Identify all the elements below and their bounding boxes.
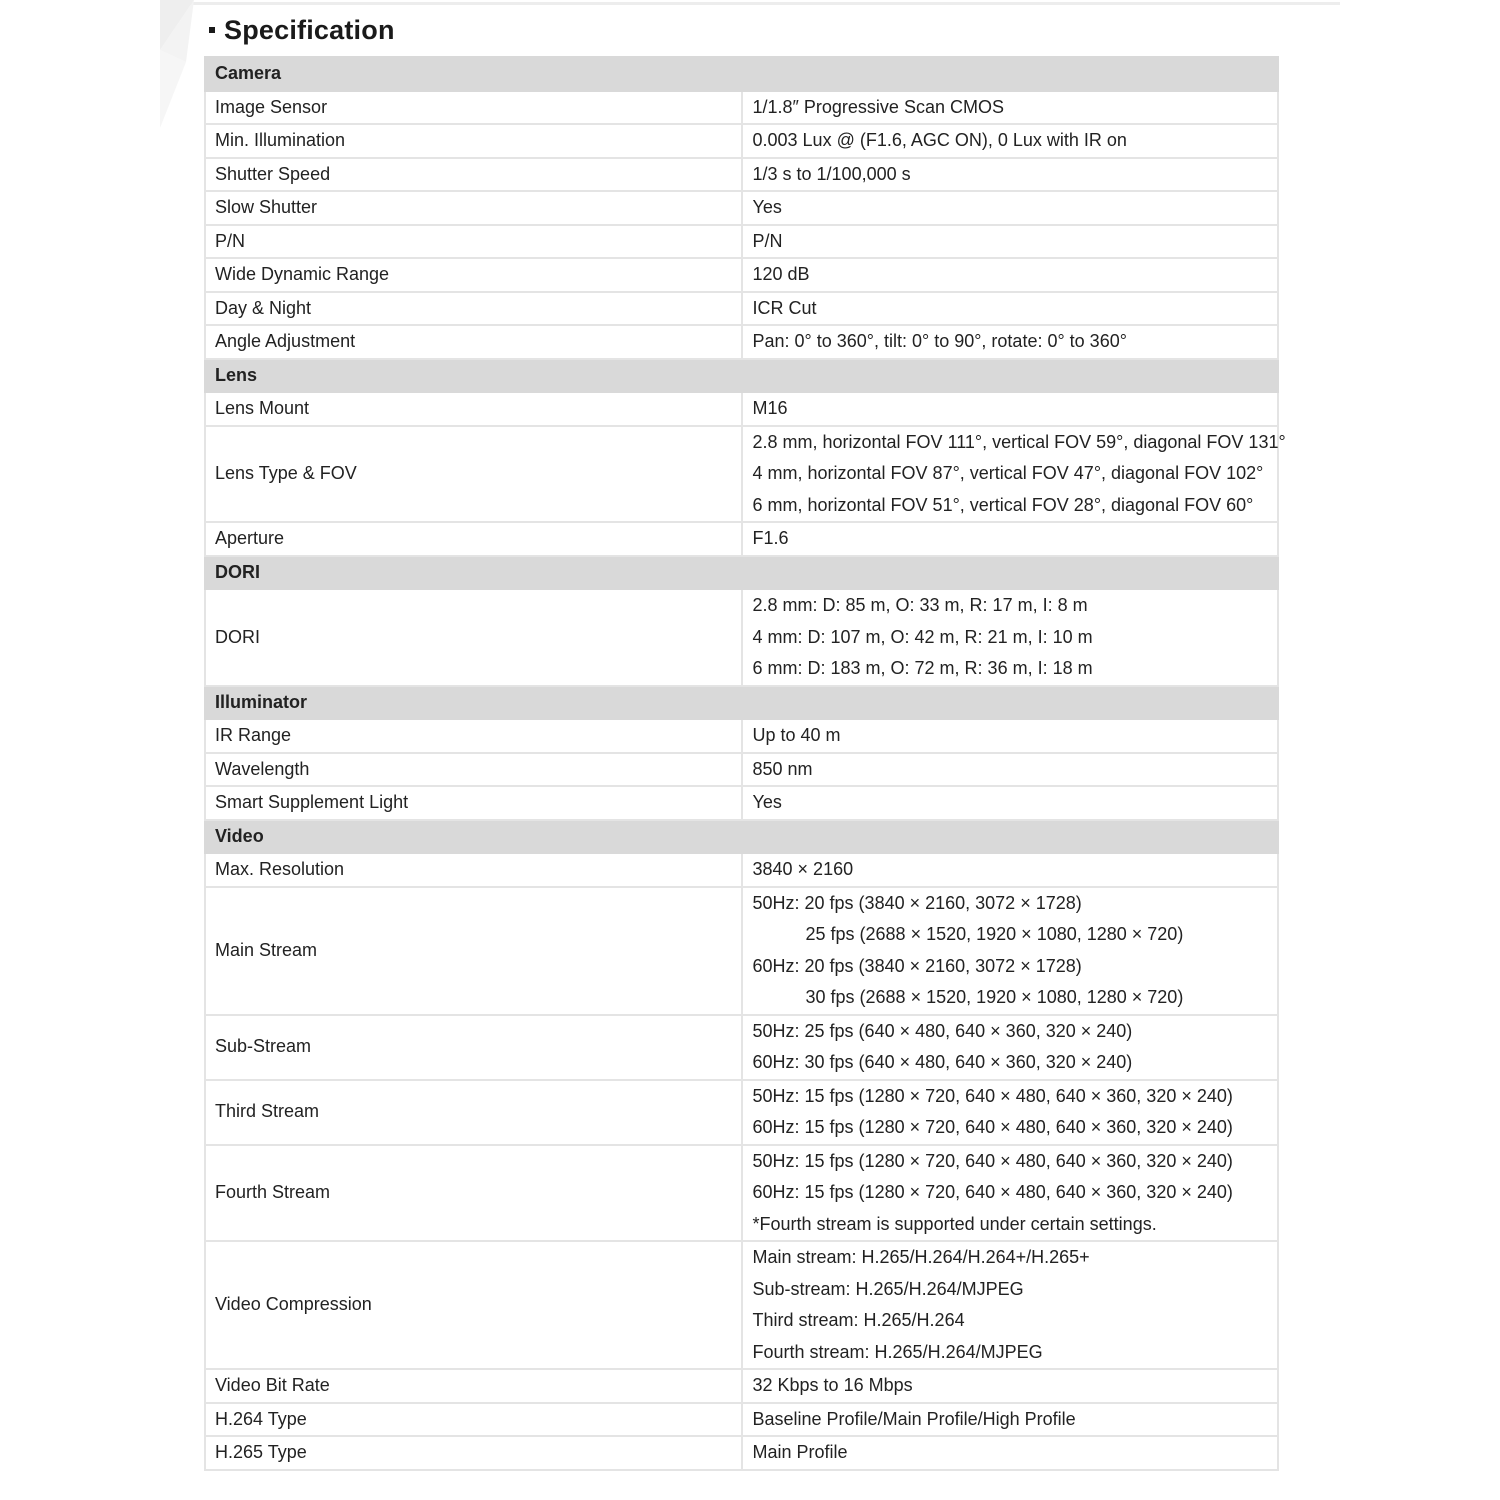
- spec-value-line: 6 mm, horizontal FOV 51°, vertical FOV 28°, diagonal FOV 60°: [752, 494, 1254, 515]
- section-title: Lens: [205, 359, 1278, 393]
- section-title: Illuminator: [205, 686, 1278, 720]
- spec-row: [205, 158, 1278, 192]
- spec-label: Sub-Stream: [205, 1015, 742, 1080]
- spec-value-line: 2.8 mm, horizontal FOV 111°, vertical FOV 59°, diagonal FOV 131°: [752, 431, 1286, 452]
- spec-value-line: 60Hz: 20 fps (3840 × 2160, 3072 × 1728): [752, 955, 1082, 976]
- spec-row: [205, 1403, 1278, 1437]
- spec-value-line: 50Hz: 20 fps (3840 × 2160, 3072 × 1728): [752, 892, 1082, 913]
- spec-value: [742, 1436, 1279, 1470]
- spec-label: Shutter Speed: [205, 158, 742, 192]
- spec-value-line: 25 fps (2688 × 1520, 1920 × 1080, 1280 × 720): [805, 924, 1184, 944]
- spec-value-line: 30 fps (2688 × 1520, 1920 × 1080, 1280 × 720): [805, 987, 1184, 1007]
- spec-value-line: 50Hz: 15 fps (1280 × 720, 640 × 480, 640 × 360, 320 × 240): [752, 1150, 1233, 1171]
- spec-label: H.265 Type: [205, 1436, 742, 1470]
- spec-label: Smart Supplement Light: [205, 786, 742, 820]
- spec-label: Max. Resolution: [205, 853, 742, 887]
- spec-value-line: Sub-stream: H.265/H.264/MJPEG: [752, 1278, 1024, 1299]
- spec-value: [742, 1145, 1279, 1242]
- spec-value-line: 4 mm, horizontal FOV 87°, vertical FOV 47°, diagonal FOV 102°: [752, 463, 1264, 483]
- spec-row: [205, 1436, 1278, 1470]
- section-header-row: [205, 359, 1278, 393]
- spec-label: Fourth Stream: [205, 1145, 742, 1242]
- section-title: DORI: [205, 556, 1278, 590]
- section-title: Camera: [205, 57, 1278, 91]
- spec-value: [742, 1403, 1279, 1437]
- spec-value: [742, 258, 1279, 292]
- spec-label: Wavelength: [205, 753, 742, 787]
- spec-value: [742, 753, 1279, 787]
- spec-value-line: M16: [752, 398, 788, 418]
- spec-row: [205, 1145, 1278, 1242]
- spec-value: [742, 1241, 1279, 1369]
- spec-label: Angle Adjustment: [205, 325, 742, 359]
- section-header-row: [205, 820, 1278, 854]
- spec-label: Slow Shutter: [205, 191, 742, 225]
- spec-label: P/N: [205, 225, 742, 259]
- spec-label: Video Bit Rate: [205, 1369, 742, 1403]
- spec-row: [205, 1369, 1278, 1403]
- spec-value-line: 850 nm: [752, 758, 813, 779]
- spec-row: [205, 589, 1278, 686]
- spec-row: [205, 325, 1278, 359]
- spec-value: [742, 426, 1286, 523]
- spec-label: Lens Mount: [205, 392, 742, 426]
- spec-value: [742, 225, 1279, 259]
- spec-label: Wide Dynamic Range: [205, 258, 742, 292]
- spec-value-line: 60Hz: 15 fps (1280 × 720, 640 × 480, 640 × 360, 320 × 240): [752, 1182, 1233, 1202]
- spec-label: Third Stream: [205, 1080, 742, 1145]
- spec-value-line: 2.8 mm: D: 85 m, O: 33 m, R: 17 m, I: 8 m: [752, 595, 1088, 615]
- spec-value-line: 50Hz: 15 fps (1280 × 720, 640 × 480, 640 × 360, 320 × 240): [752, 1085, 1233, 1106]
- spec-value: [742, 522, 1279, 556]
- spec-row: [205, 853, 1278, 887]
- spec-value-line: 6 mm: D: 183 m, O: 72 m, R: 36 m, I: 18 m: [752, 658, 1093, 678]
- spec-value: [742, 853, 1279, 887]
- spec-value-line: 32 Kbps to 16 Mbps: [752, 1375, 913, 1395]
- spec-value-line: 50Hz: 25 fps (640 × 480, 640 × 360, 320 × 240): [752, 1020, 1133, 1041]
- spec-value: [742, 158, 1279, 192]
- spec-value: [742, 1369, 1279, 1403]
- spec-value-line: 60Hz: 15 fps (1280 × 720, 640 × 480, 640 × 360, 320 × 240): [752, 1117, 1233, 1137]
- section-header-row: [205, 57, 1278, 91]
- top-divider: [160, 2, 1340, 5]
- spec-label: IR Range: [205, 719, 742, 753]
- spec-value-line: *Fourth stream is supported under certain settings.: [752, 1213, 1157, 1234]
- spec-label: Lens Type & FOV: [205, 426, 742, 523]
- spec-value-line: 3840 × 2160: [752, 859, 854, 879]
- section-heading: [209, 12, 395, 48]
- spec-value: [742, 91, 1279, 125]
- section-header-row: [205, 556, 1278, 590]
- spec-row: [205, 719, 1278, 753]
- spec-value-line: ICR Cut: [752, 297, 817, 318]
- spec-value: [742, 124, 1279, 158]
- spec-value-line: 1/1.8″ Progressive Scan CMOS: [752, 96, 1004, 117]
- spec-row: [205, 426, 1278, 523]
- spec-value-line: Fourth stream: H.265/H.264/MJPEG: [752, 1341, 1043, 1362]
- spec-label: Video Compression: [205, 1241, 742, 1369]
- spec-value-line: 120 dB: [752, 264, 810, 284]
- spec-value: [742, 719, 1279, 753]
- square-bullet-icon: [209, 27, 215, 33]
- spec-value: [742, 392, 1279, 426]
- spec-value: [742, 325, 1279, 359]
- spec-value: [742, 1015, 1279, 1080]
- spec-value-line: Baseline Profile/Main Profile/High Profile: [752, 1408, 1076, 1429]
- spec-value-line: 60Hz: 30 fps (640 × 480, 640 × 360, 320 × 240): [752, 1052, 1133, 1072]
- spec-label: Aperture: [205, 522, 742, 556]
- spec-row: [205, 91, 1278, 125]
- spec-value: [742, 292, 1279, 326]
- spec-value: [742, 887, 1279, 1015]
- spec-value-line: Main stream: H.265/H.264/H.264+/H.265+: [752, 1247, 1090, 1267]
- spec-value-line: 4 mm: D: 107 m, O: 42 m, R: 21 m, I: 10 m: [752, 626, 1093, 647]
- spec-row: [205, 1080, 1278, 1145]
- section-header-row: [205, 686, 1278, 720]
- spec-value-line: Third stream: H.265/H.264: [752, 1310, 965, 1330]
- spec-value: [742, 191, 1279, 225]
- spec-row: [205, 786, 1278, 820]
- page-title: Specification: [224, 14, 395, 45]
- specification-table: [204, 56, 1286, 1471]
- spec-row: [205, 753, 1278, 787]
- spec-row: [205, 1241, 1278, 1369]
- spec-row: [205, 392, 1278, 426]
- spec-value-line: 1/3 s to 1/100,000 s: [752, 163, 911, 184]
- spec-row: [205, 887, 1278, 1015]
- spec-row: [205, 124, 1278, 158]
- spec-value-line: Yes: [752, 197, 782, 217]
- spec-label: Day & Night: [205, 292, 742, 326]
- spec-label: H.264 Type: [205, 1403, 742, 1437]
- spec-row: [205, 292, 1278, 326]
- spec-value-line: F1.6: [752, 528, 789, 548]
- spec-row: [205, 225, 1278, 259]
- spec-value-line: P/N: [752, 230, 783, 251]
- spec-value-line: Pan: 0° to 360°, tilt: 0° to 90°, rotate: 0° to 360°: [752, 331, 1127, 351]
- spec-value: [742, 1080, 1279, 1145]
- spec-value: [742, 786, 1279, 820]
- spec-label: DORI: [205, 589, 742, 686]
- spec-value-line: Main Profile: [752, 1442, 848, 1462]
- spec-value-line: Up to 40 m: [752, 725, 841, 745]
- spec-label: Image Sensor: [205, 91, 742, 125]
- spec-row: [205, 258, 1278, 292]
- spec-value-line: 0.003 Lux @ (F1.6, AGC ON), 0 Lux with IR on: [752, 130, 1127, 150]
- spec-row: [205, 1015, 1278, 1080]
- spec-label: Min. Illumination: [205, 124, 742, 158]
- specification-table-body: [205, 57, 1286, 1470]
- spec-label: Main Stream: [205, 887, 742, 1015]
- spec-row: [205, 522, 1278, 556]
- spec-value-line: Yes: [752, 792, 782, 812]
- spec-value: [742, 589, 1279, 686]
- spec-row: [205, 191, 1278, 225]
- section-title: Video: [205, 820, 1278, 854]
